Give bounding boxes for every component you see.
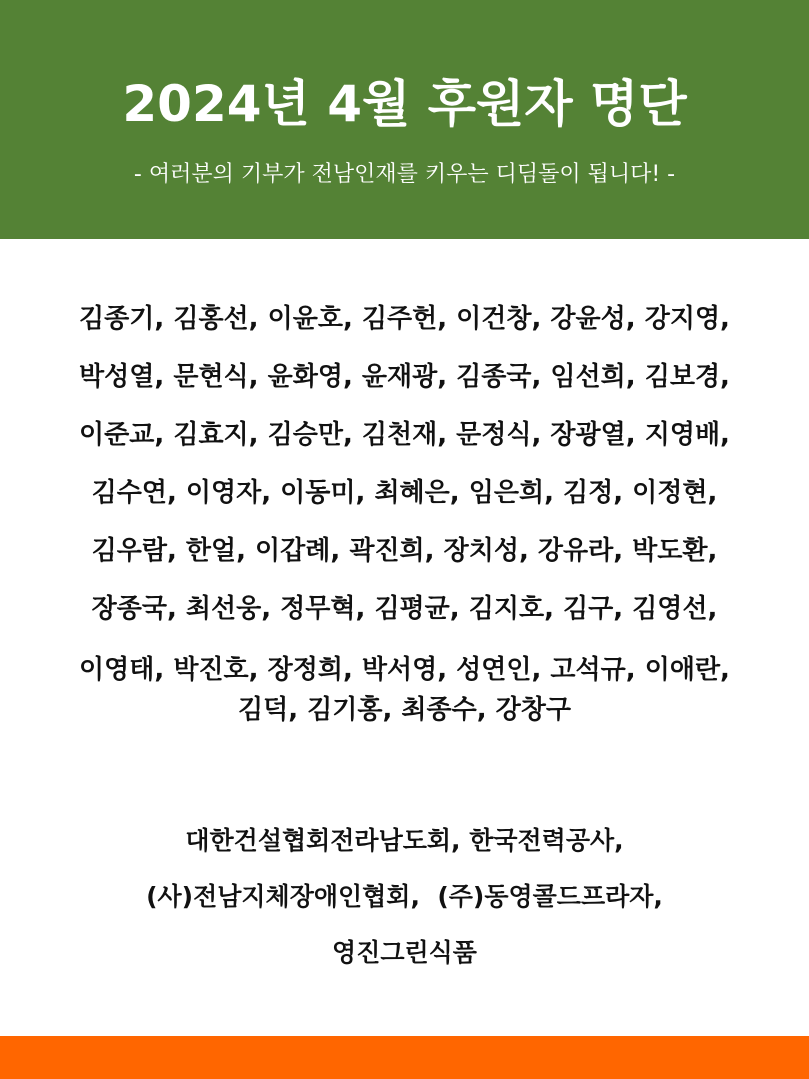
donor-line: 김종기, 김홍선, 이윤호, 김주헌, 이건창, 강윤성, 강지영,: [79, 304, 730, 334]
donor-name-list: [0, 290, 809, 730]
donor-line: 김덕, 김기홍, 최종수, 강창구: [237, 695, 572, 725]
donor-line: 이준교, 김효지, 김승만, 김천재, 문정식, 장광열, 지영배,: [79, 420, 730, 450]
donor-line: 김우람, 한얼, 이갑례, 곽진희, 장치성, 강유라, 박도환,: [91, 536, 718, 566]
organization-list: [0, 813, 809, 981]
page-title: 2024년 4월 후원자 명단: [122, 75, 687, 133]
organization-line: (사)전남지체장애인협회, (주)동영콜드프라자,: [146, 882, 663, 911]
donor-line: 김수연, 이영자, 이동미, 최혜은, 임은희, 김정, 이정현,: [91, 478, 718, 508]
donor-line: 장종국, 최선웅, 정무혁, 김평균, 김지호, 김구, 김영선,: [91, 594, 718, 624]
organization-line: 영진그린식품: [332, 938, 477, 967]
organization-line: 대한건설협회전라남도회, 한국전력공사,: [185, 826, 624, 855]
donor-line: 박성열, 문현식, 윤화영, 윤재광, 김종국, 임선희, 김보경,: [79, 362, 730, 392]
header-banner: [0, 0, 809, 239]
footer-bar: [0, 1036, 809, 1079]
page-subtitle: - 여러분의 기부가 전남인재를 키우는 디딤돌이 됩니다! -: [133, 162, 676, 187]
donor-line: 이영태, 박진호, 장정희, 박서영, 성연인, 고석규, 이애란,: [79, 655, 730, 685]
